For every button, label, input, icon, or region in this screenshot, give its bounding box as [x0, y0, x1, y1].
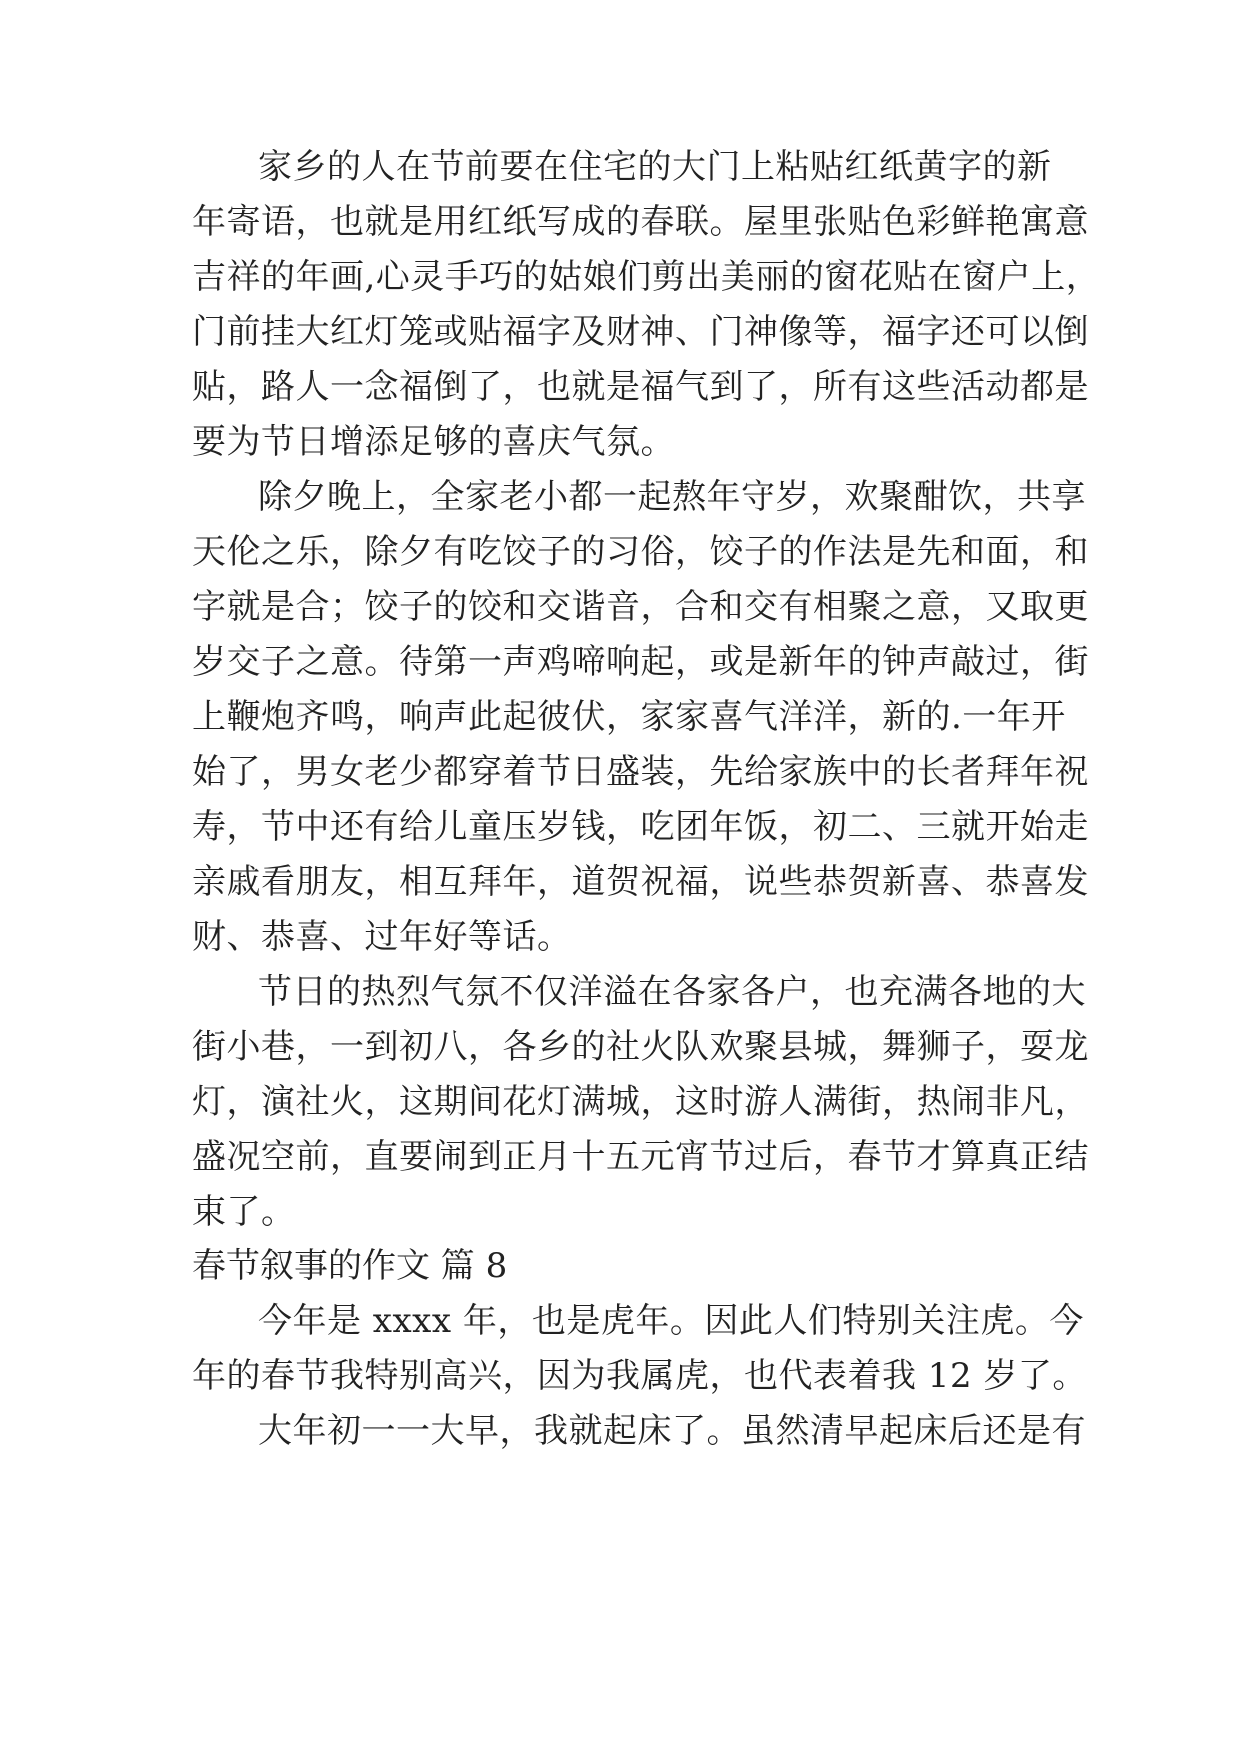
paragraph-line: 上鞭炮齐鸣，响声此起彼伏，家家喜气洋洋，新的.一年开 — [192, 697, 1066, 737]
paragraph-line: 吉祥的年画,心灵手巧的姑娘们剪出美丽的窗花贴在窗户上， — [192, 257, 1101, 297]
paragraph-line: 街小巷，一到初八，各乡的社火队欢聚县城，舞狮子，耍龙 — [192, 1027, 1089, 1067]
paragraph-line: 天伦之乐，除夕有吃饺子的习俗，饺子的作法是先和面，和 — [192, 532, 1089, 572]
paragraph-line: 始了，男女老少都穿着节日盛装，先给家族中的长者拜年祝 — [192, 752, 1089, 792]
paragraph-line: 寿，节中还有给儿童压岁钱，吃团年饭，初二、三就开始走 — [192, 807, 1089, 847]
paragraph-line: 除夕晚上，全家老小都一起熬年守岁，欢聚酣饮，共享 — [258, 477, 1086, 517]
paragraph-line: 门前挂大红灯笼或贴福字及财神、门神像等，福字还可以倒 — [192, 312, 1089, 352]
paragraph-line: 大年初一一大早，我就起床了。虽然清早起床后还是有 — [258, 1411, 1086, 1451]
paragraph-line: 年的春节我特别高兴，因为我属虎，也代表着我 12 岁了。 — [192, 1356, 1087, 1396]
section-heading: 春节叙事的作文 篇 8 — [192, 1246, 508, 1286]
paragraph-line: 财、恭喜、过年好等话。 — [192, 917, 572, 957]
paragraph-line: 年寄语，也就是用红纸写成的春联。屋里张贴色彩鲜艳寓意 — [192, 202, 1089, 242]
paragraph-line: 岁交子之意。待第一声鸡啼响起，或是新年的钟声敲过，街 — [192, 642, 1089, 682]
paragraph-line: 字就是合；饺子的饺和交谐音，合和交有相聚之意，又取更 — [192, 587, 1089, 627]
paragraph-line: 家乡的人在节前要在住宅的大门上粘贴红纸黄字的新 — [258, 147, 1052, 187]
paragraph-line: 节日的热烈气氛不仅洋溢在各家各户，也充满各地的大 — [258, 972, 1086, 1012]
paragraph-line: 贴，路人一念福倒了，也就是福气到了，所有这些活动都是 — [192, 367, 1089, 407]
paragraph-line: 灯，演社火，这期间花灯满城，这时游人满街，热闹非凡， — [192, 1082, 1089, 1122]
paragraph-line: 要为节日增添足够的喜庆气氛。 — [192, 422, 675, 462]
paragraph-line: 束了。 — [192, 1192, 296, 1232]
paragraph-line: 今年是 xxxx 年，也是虎年。因此人们特别关注虎。今 — [258, 1301, 1084, 1341]
paragraph-line: 盛况空前，直要闹到正月十五元宵节过后，春节才算真正结 — [192, 1137, 1089, 1177]
paragraph-line: 亲戚看朋友，相互拜年，道贺祝福，说些恭贺新喜、恭喜发 — [192, 862, 1089, 902]
